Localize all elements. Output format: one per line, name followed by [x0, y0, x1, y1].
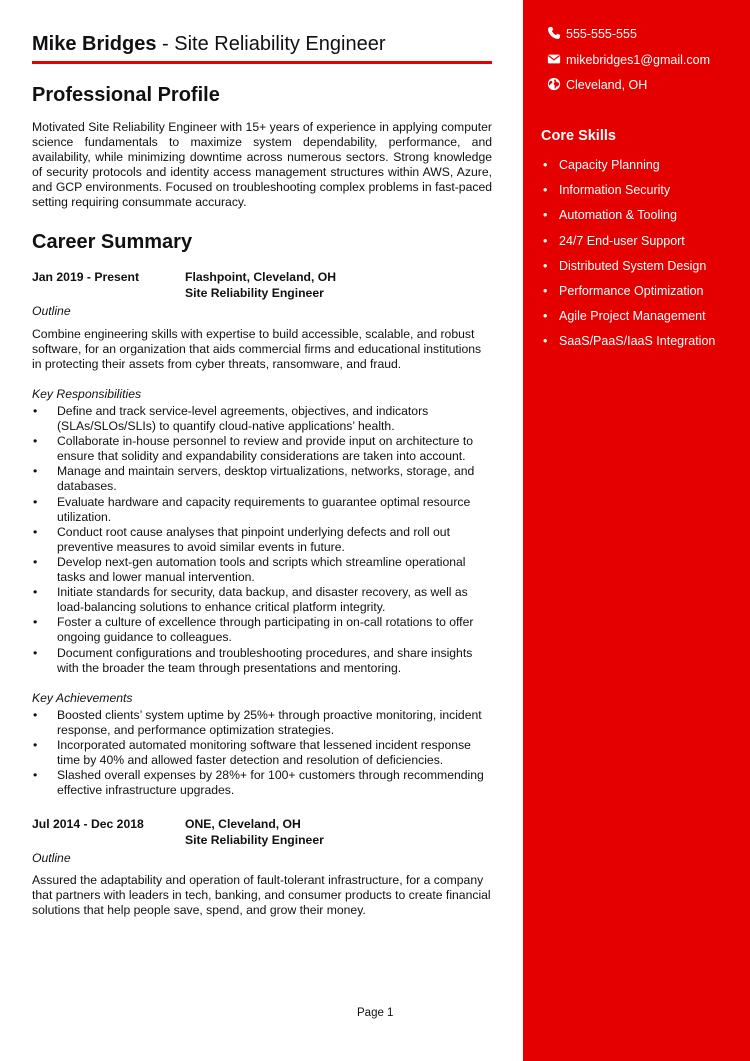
job-outline: Combine engineering skills with expertise to build accessible, scalable, and robust software, for an organization that aids commercial firms and educational institutions in protecting their assets from cyber threats, ransomware, and fraud.: [32, 327, 482, 372]
career-heading: Career Summary: [32, 231, 193, 253]
job-outline: Assured the adaptability and operation of fault-tolerant infrastructure, for a company that partners with leaders in tech, banking, and consumer products to create financial solutions that help people save, spend, and grow their money.: [32, 873, 491, 918]
profile-text: Motivated Site Reliability Engineer with 15+ years of experience in applying computer science fundamentals to maximize system dependability, performance, and availability, while minimizing downtime across numerous sectors. Strong knowledge of security protocols and identity access management structures within AWS, Azure, and GCP environments. Focused on troubleshooting complex problems in fast-paced setting requiring consummate accuracy.: [32, 120, 492, 210]
skill-item: • Agile Project Management: [541, 308, 715, 333]
list-item: • Manage and maintain servers, desktop virtualizations, networks, storage, and databases.: [32, 464, 492, 494]
list-item: • Develop next-gen automation tools and scripts which streamline operational tasks and lower manual intervention.: [32, 555, 492, 585]
job-dates: Jul 2014 - Dec 2018: [32, 817, 144, 831]
job-role: Site Reliability Engineer: [185, 285, 324, 300]
profile-heading: Professional Profile: [32, 84, 220, 106]
phone-text: 555-555-555: [566, 27, 637, 41]
outline-label: Outline: [32, 851, 71, 865]
skill-item: • 24/7 End-user Support: [541, 233, 715, 258]
list-item: • Boosted clients’ system uptime by 25%+ through proactive monitoring, incident response, and performance optimization strategies.: [32, 708, 492, 738]
resume-header: [32, 33, 492, 55]
list-item: • Document configurations and troubleshooting procedures, and share insights with the broader the team through presentations and mentoring.: [32, 646, 492, 676]
list-item: • Conduct root cause analyses that pinpoint underlying defects and roll out preventive measures to avoid similar events in future.: [32, 525, 492, 555]
list-item: • Define and track service-level agreements, objectives, and indicators (SLAs/SLOs/SLIs) to quantify cloud-native applications’ health.: [32, 404, 492, 434]
header-separator: -: [156, 33, 175, 55]
job-company: ONE, Cleveland, OH: [185, 817, 301, 831]
location-text: Cleveland, OH: [566, 78, 648, 92]
list-item: • Initiate standards for security, data backup, and disaster recovery, as well as load-balancing solutions to enhance critical platform integrity.: [32, 585, 492, 615]
list-item: • Evaluate hardware and capacity requirements to guarantee optimal resource utilization.: [32, 495, 492, 525]
skills-list: [541, 157, 715, 359]
phone-icon: [547, 26, 561, 40]
header-rule: [32, 61, 492, 64]
candidate-name: Mike Bridges: [32, 33, 157, 55]
achievements-list: [32, 708, 492, 799]
skill-item: • Automation & Tooling: [541, 207, 715, 232]
contact-email: [547, 52, 710, 68]
sidebar: [523, 0, 750, 1061]
skill-item: • Distributed System Design: [541, 258, 715, 283]
contact-location: [547, 77, 647, 93]
envelope-icon: [547, 52, 561, 66]
job-role: Site Reliability Engineer: [185, 832, 324, 847]
page-number: Page 1: [357, 1007, 394, 1019]
achievements-label: Key Achievements: [32, 691, 133, 705]
job-dates: Jan 2019 - Present: [32, 270, 140, 284]
skill-item: • Performance Optimization: [541, 283, 715, 308]
contact-phone: [547, 26, 637, 42]
job-company: Flashpoint, Cleveland, OH: [185, 270, 337, 284]
skill-item: • Information Security: [541, 182, 715, 207]
globe-icon: [547, 77, 561, 91]
list-item: • Foster a culture of excellence through participating in on-call rotations to offer ongoing guidance to colleagues.: [32, 615, 492, 645]
responsibilities-label: Key Responsibilities: [32, 387, 142, 401]
outline-label: Outline: [32, 304, 71, 318]
candidate-title: Site Reliability Engineer: [174, 33, 386, 55]
list-item: • Incorporated automated monitoring software that lessened incident response time by 40% and allowed faster detection and resolution of deficiencies.: [32, 738, 492, 768]
skill-item: • Capacity Planning: [541, 157, 715, 182]
list-item: • Slashed overall expenses by 28%+ for 100+ customers through recommending effective infrastructure upgrades.: [32, 768, 492, 798]
responsibilities-list: [32, 404, 492, 676]
skills-heading: Core Skills: [541, 128, 616, 144]
email-text: mikebridges1@gmail.com: [566, 53, 710, 67]
skill-item: • SaaS/PaaS/IaaS Integration: [541, 333, 715, 358]
list-item: • Collaborate in-house personnel to review and provide input on architecture to ensure that solidity and expandability considerations are taken into account.: [32, 434, 492, 464]
